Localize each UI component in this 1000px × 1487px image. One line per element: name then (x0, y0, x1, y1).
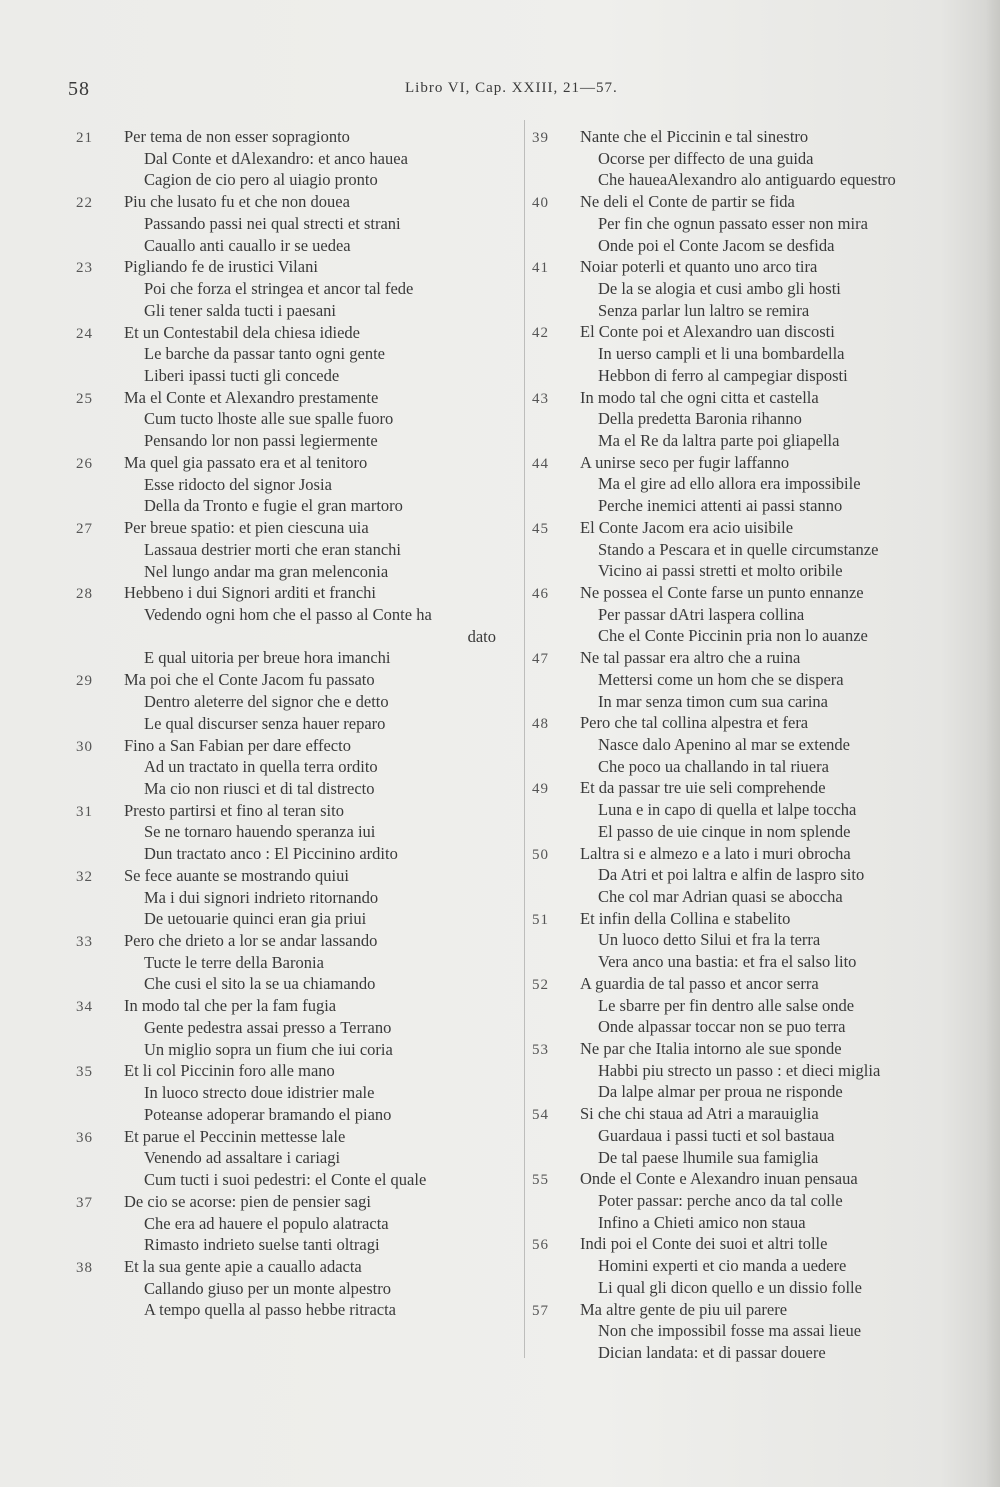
stanza (532, 908, 972, 973)
stanza-number: 26 (76, 455, 93, 472)
verse-line: El Conte poi et Alexandro uan discosti (580, 322, 835, 342)
verse-line: Ma i dui signori indrieto ritornando (144, 887, 379, 907)
page-header (0, 78, 1000, 108)
verse-line: Li qual gli dicon quello e un dissio folle (598, 1277, 862, 1297)
stanza (76, 930, 506, 995)
verse-line: Gli tener salda tucti i paesani (144, 300, 336, 320)
stanza-number: 42 (532, 325, 549, 342)
stanza (76, 191, 506, 256)
verse-line: Vicino ai passi stretti et molto oribile (598, 561, 843, 581)
stanza (76, 256, 506, 321)
verse-line: Venendo ad assaltare i cariagi (144, 1148, 341, 1168)
verse-line: Se ne tornaro hauendo speranza iui (144, 822, 376, 842)
verse-line: Si che chi staua ad Atri a marauiglia (580, 1104, 819, 1124)
verse-line: Che poco ua challando in tal riuera (598, 756, 829, 776)
verse-line: Luna e in capo di quella et lalpe toccha (598, 800, 857, 820)
verse-line: Ma el Re da laltra parte poi gliapella (598, 430, 840, 450)
verse-line: Mettersi come un hom che se dispera (598, 669, 844, 689)
verse-line: Ne tal passar era altro che a ruina (580, 648, 801, 668)
verse-line: A guardia de tal passo et ancor serra (580, 973, 819, 993)
verse-line: De tal paese lhumile sua famiglia (598, 1147, 819, 1167)
verse-line: Fino a San Fabian per dare effecto (124, 735, 351, 755)
verse-line: Pensando lor non passi legiermente (144, 431, 378, 451)
stanza-number: 49 (532, 781, 549, 798)
stanza (76, 582, 506, 669)
stanza-number: 35 (76, 1064, 93, 1081)
stanza (76, 1256, 506, 1321)
stanza-number: 25 (76, 390, 93, 407)
verse-line: Vera anco una bastia: et fra el salso lito (598, 952, 857, 972)
page-edge-shadow (986, 0, 1000, 1487)
stanza-number: 38 (76, 1260, 93, 1276)
stanza (532, 126, 972, 191)
verse-line: Indi poi el Conte dei suoi et altri tolle (580, 1234, 828, 1254)
verse-line: A tempo quella al passo hebbe ritracta (144, 1300, 396, 1320)
verse-line: Onde alpassar toccar non se puo terra (598, 1017, 846, 1037)
verse-line: Le sbarre per fin dentro alle salse onde (598, 995, 855, 1015)
verse-line: In mar senza timon cum sua carina (598, 691, 828, 711)
verse-line: Callando giuso per un monte alpestro (144, 1278, 391, 1298)
stanza (532, 191, 972, 256)
verse-line: Piu che lusato fu et che non douea (124, 192, 350, 212)
verse-line: E qual uitoria per breue hora imanchi (144, 648, 391, 668)
verse-line: Dun tractato anco : El Piccinino ardito (144, 844, 398, 864)
stanza-number: 48 (532, 716, 549, 733)
verse-line: Ne par che Italia intorno ale sue sponde (580, 1038, 842, 1058)
verse-line: Et infin della Collina e stabelito (580, 908, 791, 928)
verse-line: Et li col Piccinin foro alle mano (124, 1061, 335, 1081)
verse-line: Un miglio sopra un fium che iui coria (144, 1039, 393, 1059)
verse-line: Dal Conte et dAlexandro: et anco hauea (144, 148, 408, 168)
verse-line: Lassaua destrier morti che eran stanchi (144, 539, 402, 559)
stanza (532, 647, 972, 712)
verse-line: Ad un tractato in quella terra ordito (144, 757, 378, 777)
stanza-number: 56 (532, 1237, 549, 1254)
stanza-number: 47 (532, 651, 549, 668)
stanza (532, 1103, 972, 1168)
verse-line: Pero che tal collina alpestra et fera (580, 713, 809, 733)
stanza-number: 43 (532, 390, 549, 407)
verse-line: Ma el Conte et Alexandro prestamente (124, 387, 379, 407)
stanza (532, 517, 972, 582)
verse-line: A unirse seco per fugir laffanno (580, 452, 790, 472)
verse-line: Hebbon di ferro al campegiar disposti (598, 365, 848, 385)
stanza (76, 126, 506, 191)
stanza (532, 582, 972, 647)
verse-line: Nel lungo andar ma gran melenconia (144, 561, 389, 581)
verse-line: De cio se acorse: pien de pensier sagi (124, 1191, 371, 1211)
verse-line: Ne deli el Conte de partir se fida (580, 192, 795, 212)
stanza-number: 34 (76, 999, 93, 1016)
stanza-number: 53 (532, 1041, 549, 1058)
verse-line: Perche inemici attenti ai passi stanno (598, 496, 843, 516)
verse-line: Onde poi el Conte Jacom se desfida (598, 235, 835, 255)
stanza (76, 800, 506, 865)
verse-line: Noiar poterli et quanto uno arco tira (580, 257, 818, 277)
verse-line: Pigliando fe de irustici Vilani (124, 257, 318, 277)
stanza (76, 669, 506, 734)
stanza (532, 256, 972, 321)
verse-line: El passo de uie cinque in nom splende (598, 821, 851, 841)
stanza (76, 1126, 506, 1191)
left-column (76, 126, 506, 1321)
verse-line: Stando a Pescara et in quelle circumstanze (598, 539, 879, 559)
verse-line: Et un Contestabil dela chiesa idiede (124, 322, 360, 342)
stanza-number: 39 (532, 130, 549, 146)
verse-line: Nasce dalo Apenino al mar se extende (598, 734, 850, 754)
stanza-number: 22 (76, 195, 93, 212)
verse-line: Della predetta Baronia rihanno (598, 409, 802, 429)
stanza (532, 973, 972, 1038)
stanza-number: 40 (532, 195, 549, 212)
verse-line: Da Atri et poi laltra e alfin de laspro sito (598, 865, 865, 885)
verse-line: Ma el gire ad ello allora era impossibile (598, 474, 861, 494)
verse-line: Ma poi che el Conte Jacom fu passato (124, 670, 375, 690)
verse-line: Tucte le terre della Baronia (144, 952, 324, 972)
verse-line: Se fece auante se mostrando quiui (124, 865, 349, 885)
stanza-number: 33 (76, 934, 93, 951)
verse-line: Per fin che ognun passato esser non mira (598, 213, 868, 233)
verse-line: Poi che forza el stringea et ancor tal fede (144, 279, 414, 299)
stanza (532, 452, 972, 517)
verse-line: Passando passi nei qual strecti et strani (144, 213, 401, 233)
stanza (532, 1168, 972, 1233)
verse-line: In modo tal che ogni citta et castella (580, 387, 819, 407)
verse-line: Ne possea el Conte farse un punto ennanze (580, 582, 864, 602)
verse-line: Laltra si e almezo e a lato i muri obrocha (580, 843, 851, 863)
stanza (532, 712, 972, 777)
verse-line: Guardaua i passi tucti et sol bastaua (598, 1125, 835, 1145)
stanza-number: 50 (532, 846, 549, 863)
verse-line: In luoco strecto doue idistrier male (144, 1083, 375, 1103)
right-column (532, 126, 972, 1364)
verse-line: Rimasto indrieto suelse tanti oltragi (144, 1235, 380, 1255)
verse-line: Nante che el Piccinin e tal sinestro (580, 127, 809, 146)
page-number: 58 (68, 78, 90, 100)
stanza-number: 54 (532, 1107, 549, 1124)
verse-line: Ma cio non riusci et di tal distrecto (144, 778, 375, 798)
stanza-number: 45 (532, 520, 549, 537)
stanza (532, 321, 972, 386)
verse-line: Ocorse per diffecto de una guida (598, 148, 814, 168)
verse-line: Le barche da passar tanto ogni gente (144, 344, 385, 364)
stanza-number: 36 (76, 1129, 93, 1146)
verse-line: El Conte Jacom era acio uisibile (580, 517, 794, 537)
verse-line: Cum tucti i suoi pedestri: el Conte el quale (144, 1170, 427, 1190)
verse-line: Non che impossibil fosse ma assai lieue (598, 1321, 862, 1341)
verse-line: Ma altre gente de piu uil parere (580, 1299, 788, 1319)
verse-line: Onde el Conte e Alexandro inuan pensaua (580, 1169, 858, 1189)
stanza-number: 57 (532, 1302, 549, 1319)
verse-line: Per tema de non esser sopragionto (124, 127, 350, 146)
stanza-number: 37 (76, 1194, 93, 1211)
verse-line: De uetouarie quinci eran gia priui (144, 909, 367, 929)
verse-line: Cagion de cio pero al uiagio pronto (144, 170, 378, 190)
verse-line: Poteanse adoperar bramando el piano (144, 1104, 392, 1124)
verse-line: Cum tucto lhoste alle sue spalle fuoro (144, 409, 394, 429)
verse-line: Per passar dAtri laspera collina (598, 604, 805, 624)
stanza-number: 21 (76, 130, 93, 146)
stanza-number: 29 (76, 673, 93, 690)
stanza (76, 452, 506, 517)
stanza-number: 55 (532, 1172, 549, 1189)
verse-line: Presto partirsi et fino al teran sito (124, 800, 344, 820)
verse-line: Habbi piu strecto un passo : et dieci miglia (598, 1060, 881, 1080)
stanza-number: 46 (532, 585, 549, 602)
verse-line: Gente pedestra assai presso a Terrano (144, 1017, 392, 1037)
verse-line: Che col mar Adrian quasi se abocchа (598, 886, 843, 906)
verse-line-continuation: dato (467, 626, 496, 646)
verse-line: Della da Tronto e fugie el gran martoro (144, 496, 403, 516)
stanza (76, 995, 506, 1060)
verse-line: Che cusi el sito la se ua chiamando (144, 974, 376, 994)
verse-line: In uerso campli et li una bombardella (598, 344, 845, 364)
stanza-number: 52 (532, 976, 549, 993)
stanza-number: 31 (76, 803, 93, 820)
verse-line: Da lalpe almar per proua ne risponde (598, 1082, 843, 1102)
stanza-number: 51 (532, 911, 549, 928)
stanza (76, 517, 506, 582)
column-divider (524, 120, 525, 1358)
verse-line: Che el Conte Piccinin pria non lo auanze (598, 626, 868, 646)
stanza-number: 32 (76, 868, 93, 885)
stanza-number: 23 (76, 260, 93, 277)
verse-line: Et la sua gente apie a cauallo adacta (124, 1257, 362, 1276)
verse-line: Per breue spatio: et pien ciescuna uia (124, 518, 369, 538)
verse-line: Dician landata: et di passar douere (598, 1342, 826, 1362)
verse-line: In modo tal che per la fam fugia (124, 996, 337, 1016)
verse-line: De la se alogia et cusi ambo gli hosti (598, 278, 841, 298)
stanza (532, 777, 972, 842)
verse-line: Pero che drieto a lor se andar lassando (124, 931, 378, 951)
verse-line: Senza parlar lun laltro se remira (598, 300, 810, 320)
verse-line: Che era ad hauere el populo alatracta (144, 1213, 389, 1233)
stanza (532, 843, 972, 908)
verse-line: Et da passar tre uie seli comprehende (580, 778, 826, 798)
verse-line: Dentro aleterre del signor che e detto (144, 692, 389, 711)
stanza (76, 865, 506, 930)
verse-line: Liberi ipassi tucti gli concede (144, 365, 340, 385)
stanza-number: 41 (532, 260, 549, 277)
verse-line: Et parue el Peccinin mettesse lale (124, 1126, 346, 1146)
verse-line: Che haueaAlexandro alo antiguardo equestro (598, 170, 896, 190)
verse-line: Esse ridocto del signor Josia (144, 474, 332, 494)
stanza-number: 27 (76, 521, 93, 538)
verse-line: Poter passar: perche anco da tal colle (598, 1190, 843, 1210)
stanza-number: 28 (76, 586, 93, 603)
stanza (532, 1299, 972, 1364)
verse-line: Cauallo anti cauallo ir se uedea (144, 235, 351, 255)
stanza-number: 24 (76, 325, 93, 342)
running-head: Libro VI, Cap. XXIII, 21—57. (405, 80, 618, 96)
stanza (76, 735, 506, 800)
verse-line: Ma quel gia passato era et al tenitoro (124, 452, 368, 472)
stanza (76, 1191, 506, 1256)
verse-line: Le qual discurser senza hauer reparo (144, 713, 386, 733)
verse-line: Vedendo ogni hom che el passo al Conte ha (144, 605, 432, 624)
stanza (76, 322, 506, 387)
verse-line: Infino a Chieti amico non staua (598, 1212, 806, 1232)
stanza-number: 30 (76, 738, 93, 755)
verse-line: Un luoco detto Silui et fra la terra (598, 930, 821, 950)
stanza (532, 387, 972, 452)
stanza (532, 1233, 972, 1298)
stanza (76, 1060, 506, 1125)
stanza (532, 1038, 972, 1103)
verse-line: Hebbeno i dui Signori arditi et franchi (124, 583, 377, 603)
stanza-number: 44 (532, 455, 549, 472)
stanza (76, 387, 506, 452)
verse-line: Homini experti et cio manda a uedere (598, 1256, 847, 1276)
